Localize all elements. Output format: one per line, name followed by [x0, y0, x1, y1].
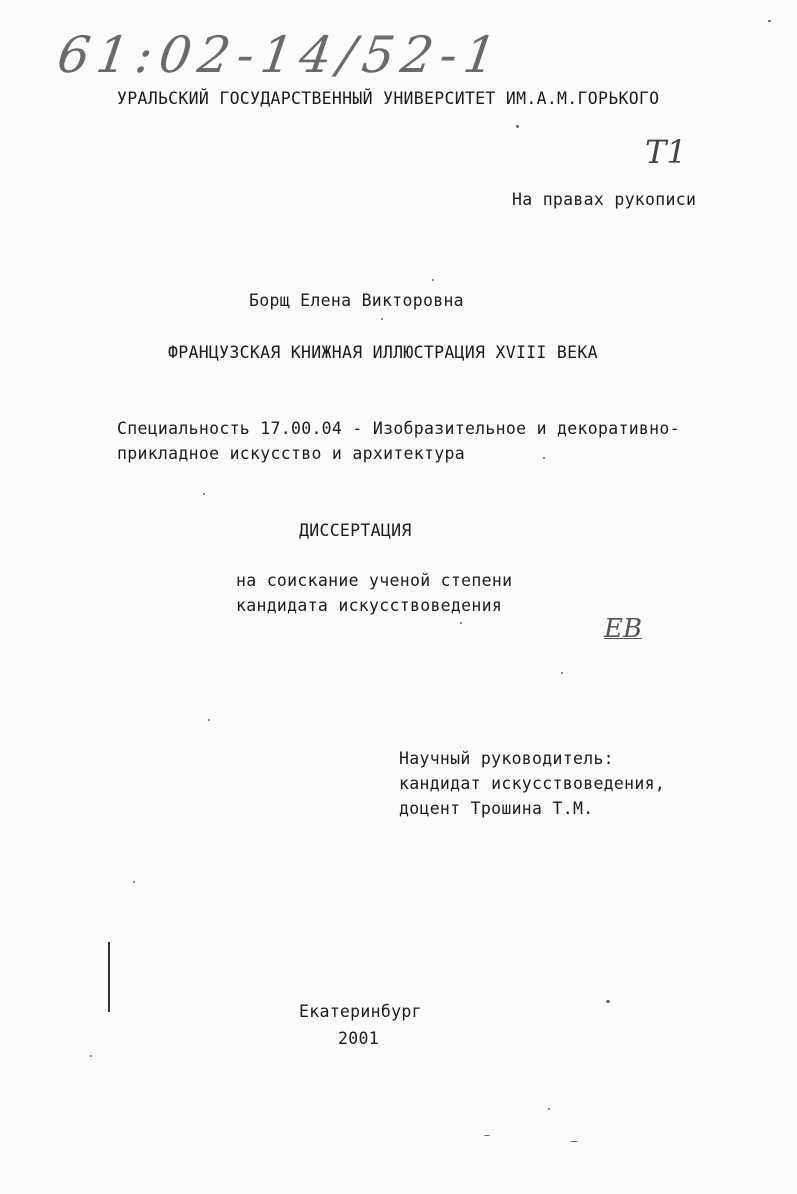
scan-speck: [133, 881, 135, 883]
archive-stamp-handwriting: 61:02-14/52-1: [53, 26, 507, 84]
scan-speck: [768, 20, 771, 22]
scan-speck: [606, 1000, 610, 1003]
city: Екатеринбург: [299, 1002, 422, 1021]
degree-line-2: кандидата искусствоведения: [236, 596, 503, 615]
scan-speck: [561, 672, 563, 674]
initials-handwriting: ЕВ: [604, 614, 643, 644]
degree-line-1: на соискание ученой степени: [236, 571, 513, 590]
scan-speck: [90, 1055, 92, 1057]
supervisor-name: доцент Трошина Т.М.: [399, 799, 594, 818]
supervisor-degree: кандидат искусствоведения,: [399, 774, 666, 793]
supervisor-label: Научный руководитель:: [399, 749, 614, 768]
scan-speck: [570, 1141, 578, 1142]
university-name: УРАЛЬСКИЙ ГОСУДАРСТВЕННЫЙ УНИВЕРСИТЕТ ИМ.А.М.ГОРЬКОГО: [117, 89, 660, 108]
scan-speck: [516, 125, 519, 128]
document-type: ДИССЕРТАЦИЯ: [299, 521, 412, 540]
dissertation-title: ФРАНЦУЗСКАЯ КНИЖНАЯ ИЛЛЮСТРАЦИЯ XVIII ВЕКА: [168, 343, 598, 362]
year: 2001: [338, 1029, 379, 1048]
specialty-line-2: прикладное искусство и архитектура: [117, 444, 465, 463]
corner-mark-handwriting: T1: [645, 133, 687, 171]
specialty-line-1: Специальность 17.00.04 - Изобразительное и декоративно-: [117, 419, 680, 438]
scan-speck: [381, 318, 383, 320]
scan-margin-line: [108, 942, 110, 1012]
scan-speck: [432, 279, 434, 281]
scan-speck: [548, 1108, 550, 1110]
scan-speck: [203, 493, 205, 495]
rights-note: На правах рукописи: [512, 190, 697, 209]
scan-speck: [208, 719, 210, 721]
scan-speck: [484, 1135, 490, 1136]
author-name: Борщ Елена Викторовна: [249, 291, 464, 310]
scan-speck: [543, 457, 545, 459]
scan-speck: [460, 622, 462, 624]
